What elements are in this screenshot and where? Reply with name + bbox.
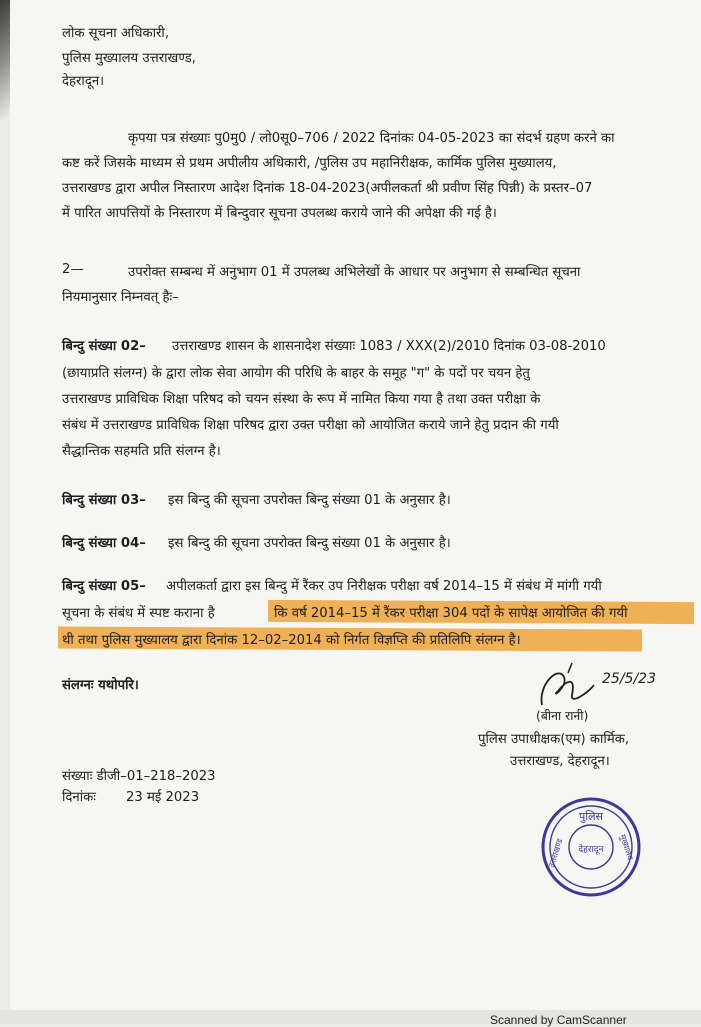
stamp-left-text: उत्तराखण्ड bbox=[546, 837, 565, 869]
signatory-designation: पुलिस उपाधीक्षक(एम) कार्मिक, bbox=[478, 732, 630, 747]
reference-date-value: 23 मई 2023 bbox=[126, 790, 200, 805]
point05-label: बिन्दु संख्या 05– bbox=[62, 579, 146, 594]
signature-mark bbox=[528, 655, 678, 713]
point04-label: बिन्दु संख्या 04– bbox=[62, 536, 146, 551]
signatory-name: (बीना रानी) bbox=[536, 708, 589, 723]
point05-line-2b-highlighted: कि वर्ष 2014–15 में रैंकर परीक्षा 304 पदों के सापेक्ष आयोजित की गयी bbox=[274, 606, 628, 621]
point03-label: बिन्दु संख्या 03– bbox=[62, 493, 146, 508]
reference-number: संख्याः डीजी–01–218–2023 bbox=[62, 769, 216, 784]
reference-date-label: दिनांकः bbox=[62, 790, 96, 805]
para1-line-4: में पारित आपत्तियों के निस्तारण में बिन्दुवार सूचना उपलब्ध कराये जाने की अपेक्षा की गई है। bbox=[62, 206, 497, 221]
para2-number: 2— bbox=[62, 262, 84, 277]
para2-line-2: नियमानुसार निम्नवत् हैः– bbox=[62, 290, 179, 305]
scanner-watermark: Scanned by CamScanner bbox=[490, 1013, 627, 1027]
signatory-place: उत्तराखण्ड, देहरादून। bbox=[510, 754, 610, 769]
office-stamp bbox=[540, 796, 642, 898]
point03-text: इस बिन्दु की सूचना उपरोक्त बिन्दु संख्या 01 के अनुसार है। bbox=[168, 493, 451, 508]
stamp-top-text: पुलिस bbox=[579, 810, 603, 823]
address-line-3: देहरादून। bbox=[62, 74, 105, 89]
address-line-1: लोक सूचना अधिकारी, bbox=[62, 26, 170, 41]
enclosure-note: संलग्नः यथोपरि। bbox=[62, 678, 139, 693]
point02-line-2: (छायाप्रति संलग्न) के द्वारा लोक सेवा आयोग की परिधि के बाहर के समूह "ग" के पदों पर चयन हेतु bbox=[62, 366, 530, 381]
point05-line-2a: सूचना के संबंध में स्पष्ट कराना है bbox=[62, 606, 215, 621]
stamp-center-text: देहरादून bbox=[578, 845, 604, 855]
stamp-right-text: मुख्यालय bbox=[618, 833, 635, 862]
point05-line-1: अपीलकर्ता द्वारा इस बिन्दु में रैंकर उप निरीक्षक परीक्षा वर्ष 2014–15 में संबंध में मांगी गयी bbox=[166, 579, 602, 594]
point02-label: बिन्दु संख्या 02– bbox=[62, 339, 146, 354]
point02-line-4: संबंध में उत्तराखण्ड प्राविधिक शिक्षा परिषद द्वारा उक्त परीक्षा को आयोजित कराये जाने हेतु प्रदान की गयी bbox=[62, 418, 559, 433]
point02-line-1: उत्तराखण्ड शासन के शासनादेश संख्याः 1083 / XXX(2)/2010 दिनांक 03-08-2010 bbox=[172, 339, 606, 354]
point02-line-5: सैद्धान्तिक सहमति प्रति संलग्न है। bbox=[62, 444, 221, 459]
point05-line-3-highlighted: थी तथा पुलिस मुख्यालय द्वारा दिनांक 12–02–2014 को निर्गत विज्ञप्ति की प्रतिलिपि संलग्न है। bbox=[62, 633, 521, 648]
signature-date: 25/5/23 bbox=[602, 671, 656, 687]
para2-line-1: उपरोक्त सम्बन्ध में अनुभाग 01 में उपलब्ध अभिलेखों के आधार पर अनुभाग से सम्बन्धित सूचना bbox=[128, 265, 581, 280]
point04-text: इस बिन्दु की सूचना उपरोक्त बिन्दु संख्या 01 के अनुसार है। bbox=[168, 536, 451, 551]
para1-line-1: कृपया पत्र संख्याः पु0मु0 / लो0सू0–706 / 2022 दिनांकः 04-05-2023 का संदर्भ ग्रहण करने का bbox=[128, 131, 615, 146]
address-line-2: पुलिस मुख्यालय उत्तराखण्ड, bbox=[62, 51, 196, 66]
para1-line-3: उत्तराखण्ड द्वारा अपील निस्तारण आदेश दिनांक 18-04-2023(अपीलकर्ता श्री प्रवीण सिंह पिन्नी) के प्रस्तर–07 bbox=[62, 181, 593, 196]
para1-line-2: कष्ट करें जिसके माध्यम से प्रथम अपीलीय अधिकारी, /पुलिस उप महानिरीक्षक, कार्मिक पुलिस मुख्यालय, bbox=[62, 156, 557, 171]
point02-line-3: उत्तराखण्ड प्राविधिक शिक्षा परिषद को चयन संस्था के रूप में नामित किया गया है तथा उक्त परीक्षा के bbox=[62, 392, 541, 407]
